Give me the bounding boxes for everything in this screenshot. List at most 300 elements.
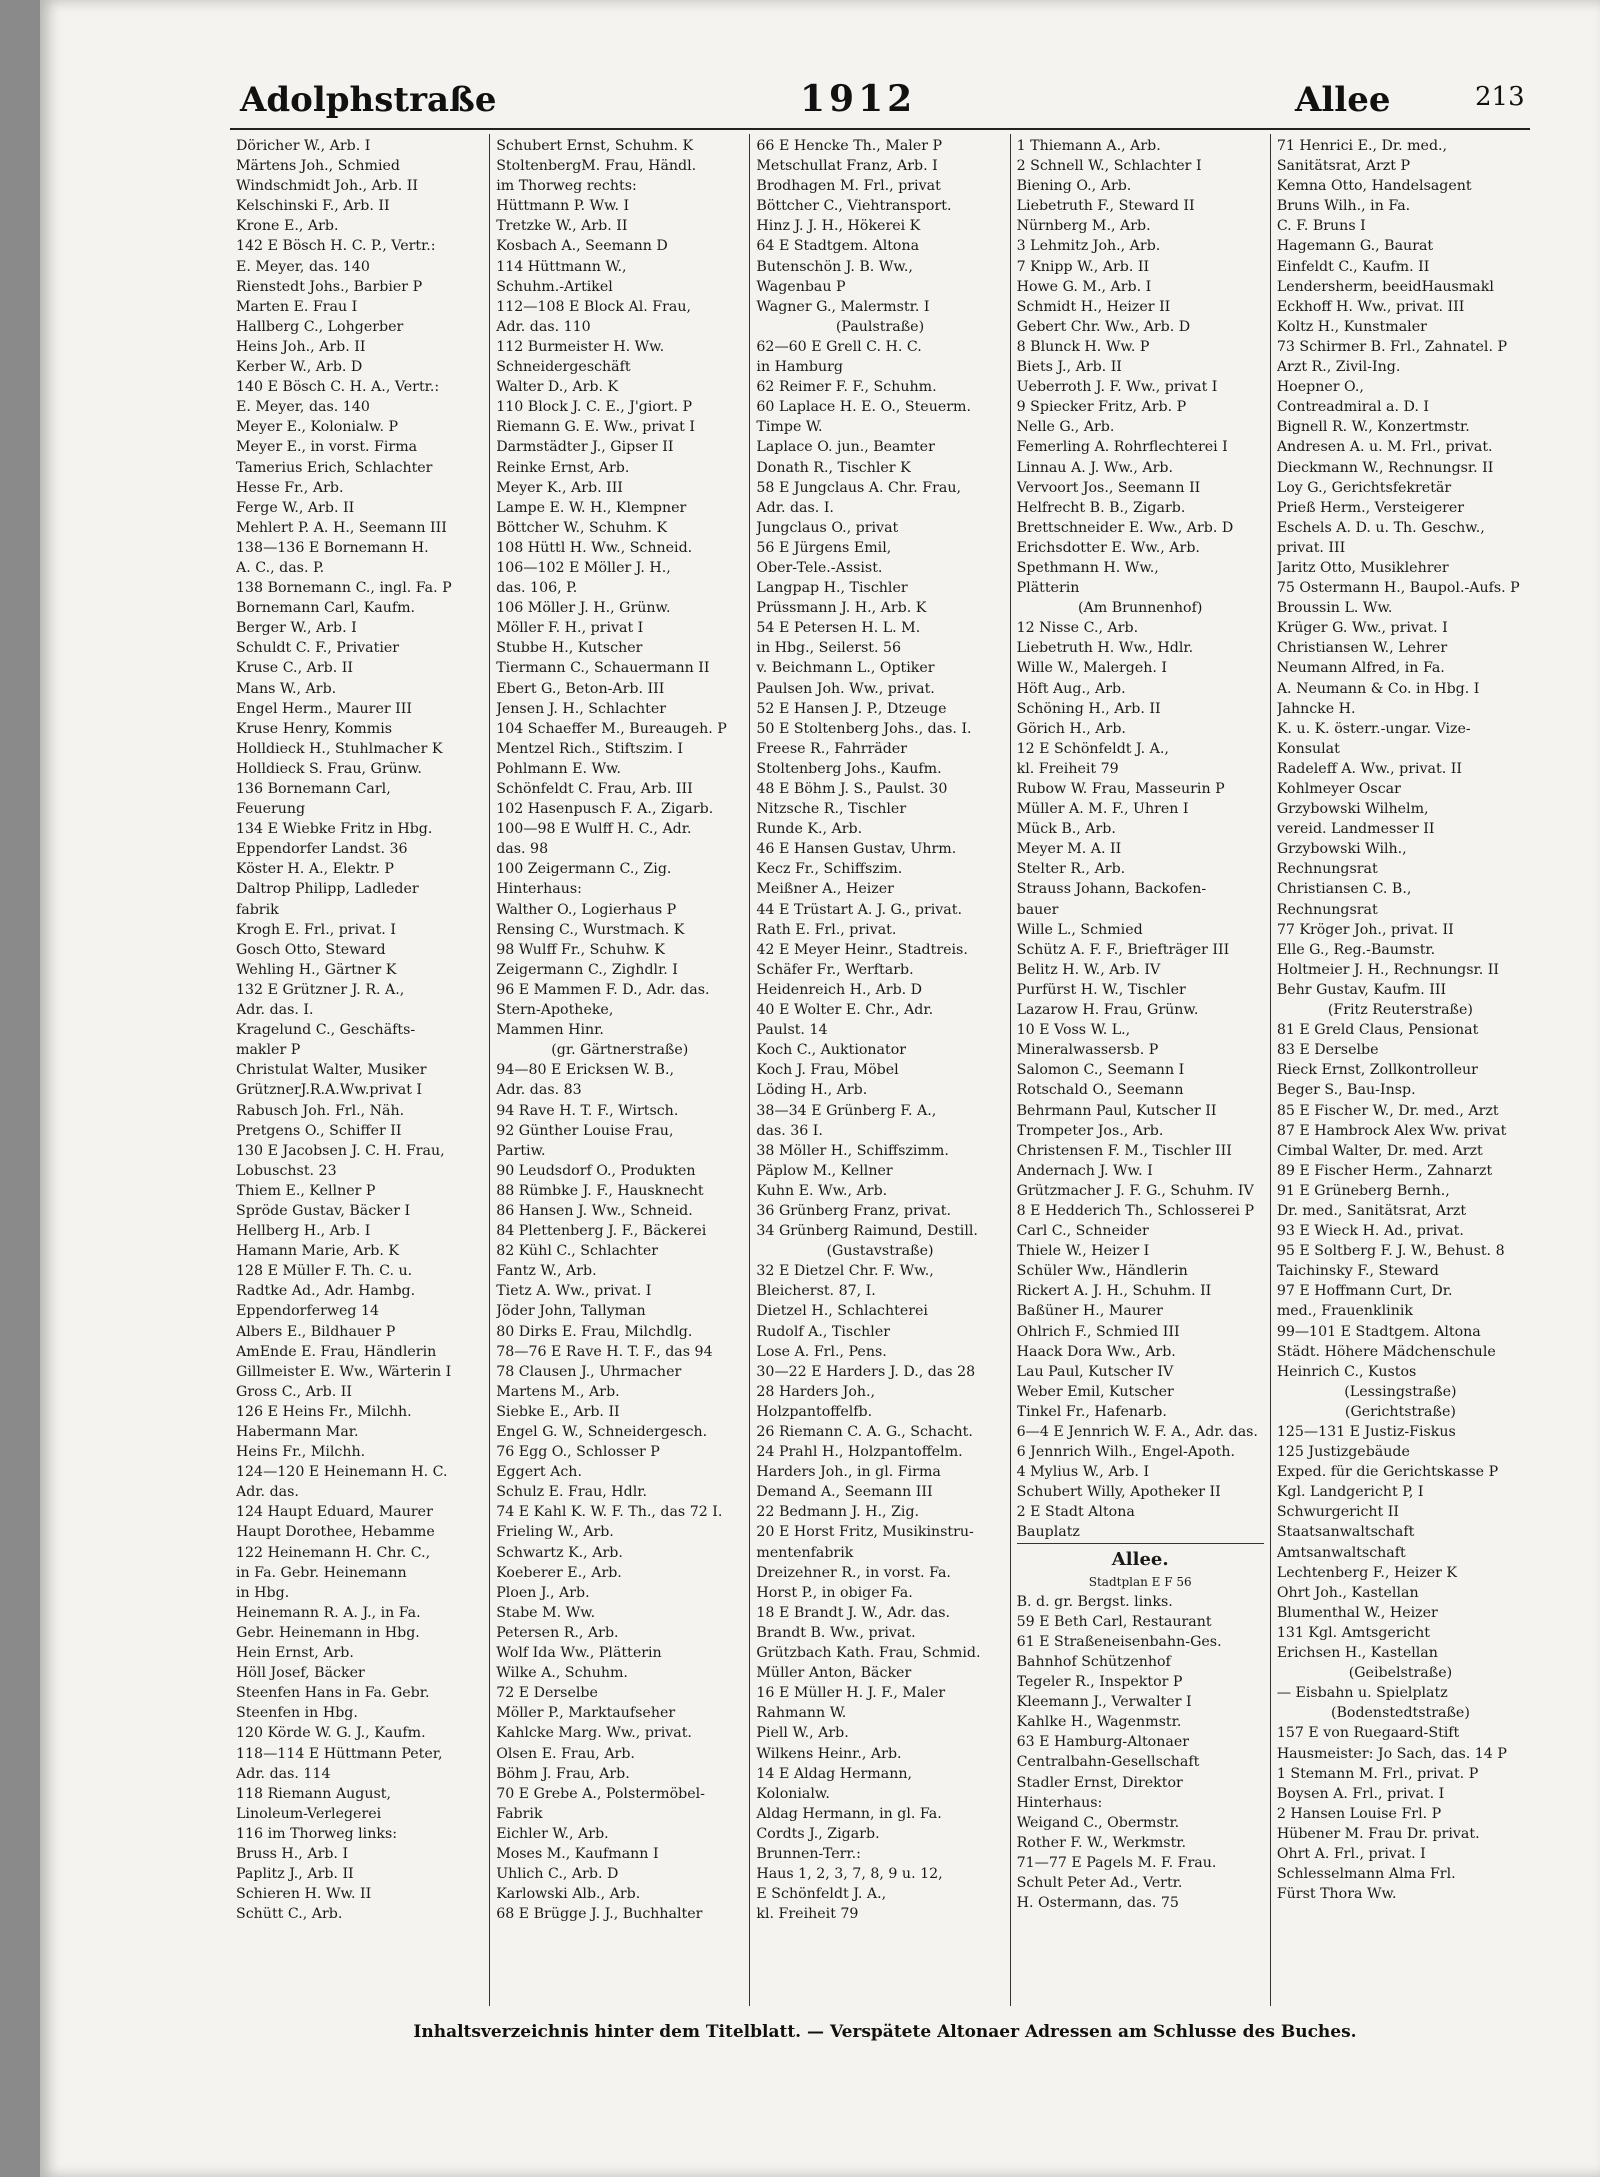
listing-line: 118 Riemann August, [236, 1785, 391, 1802]
listing-line: Rabusch Joh. Frl., Näh. [236, 1102, 405, 1119]
listing-line: Böttcher W., Schuhm. K [496, 519, 668, 536]
listing-line: Strauss Johann, Backofen- [1016, 881, 1207, 898]
listing-line: Stoltenberg Johs., Kaufm. [756, 760, 942, 777]
listing-line: 99—101 E Stadtgem. Altona [1276, 1323, 1481, 1340]
listing-line: Biening O., Arb. [1016, 178, 1132, 195]
header-street-left: Adolphstraße [240, 80, 497, 120]
listing-line: 46 E Hansen Gustav, Uhrm. [756, 841, 957, 858]
listing-line: Salomon C., Seemann I [1016, 1062, 1185, 1079]
listing-line: kl. Freiheit 79 [756, 1906, 859, 1923]
listing-line: Grützbach Kath. Frau, Schmid. [756, 1645, 981, 1662]
listing-line: Windschmidt Joh., Arb. II [236, 178, 418, 195]
listing-line: 66 E Hencke Th., Maler P [756, 138, 943, 154]
listing-line: Christiansen W., Lehrer [1276, 640, 1448, 657]
listing-line: Kgl. Landgericht P, I [1276, 1484, 1424, 1501]
listing-line: Moses M., Kaufmann I [496, 1845, 659, 1862]
listing-line: Butenschön J. B. Ww., [756, 258, 913, 275]
listing-line: 140 E Bösch C. H. A., Vertr.: [236, 379, 440, 396]
listing-line: 2 Hansen Louise Frl. P [1276, 1805, 1442, 1822]
listing-line: 74 E Kahl K. W. F. Th., das 72 I. [496, 1504, 723, 1521]
listing-line: Heidenreich H., Arb. D [756, 981, 923, 998]
listing-line: 2 Schnell W., Schlachter I [1016, 158, 1202, 175]
listing-line: fabrik [236, 901, 279, 918]
page-header [240, 78, 1525, 140]
listing-line: 102 Hasenpusch F. A., Zigarb. [496, 801, 714, 818]
listing-line: Demand A., Seemann III [756, 1484, 933, 1501]
header-year: 1912 [800, 78, 917, 120]
listing-line: das. 36 I. [756, 1122, 823, 1139]
listing-line: 38 Möller H., Schiffszimm. [756, 1142, 949, 1159]
listing-line: 64 E Stadtgem. Altona [756, 238, 920, 255]
listing-line: Brunnen-Terr.: [756, 1845, 861, 1862]
listing-line: Stabe M. Ww. [496, 1604, 596, 1621]
listing-line: Weigand C., Obermstr. [1016, 1814, 1180, 1831]
listing-line: Dieckmann W., Rechnungsr. II [1276, 459, 1494, 476]
listing-line: Berger W., Arb. I [236, 620, 357, 637]
listing-line: Steenfen in Hbg. [236, 1705, 358, 1722]
listing-line: Bruns Wilh., in Fa. [1276, 198, 1411, 215]
listing-line: Brandt B. Ww., privat. [756, 1624, 916, 1641]
listing-line: Ohrt Joh., Kastellan [1276, 1584, 1419, 1601]
listing-line: Runde K., Arb. [756, 821, 863, 838]
listing-line: Loy G., Gerichtsfekretär [1276, 479, 1452, 496]
listing-line: 6—4 E Jennrich W. F. A., Adr. das. [1016, 1424, 1258, 1440]
listing-line: 28 Harders Joh., [756, 1383, 876, 1400]
listing-line: 100—98 E Wulff H. C., Adr. [496, 821, 692, 838]
listing-line: Allee. [1111, 1548, 1169, 1570]
listing-line: Schubert Ernst, Schuhm. K [496, 138, 694, 154]
listing-line: 88 Rümbke J. F., Hausknecht [496, 1182, 704, 1199]
listing-line: in Hamburg [756, 359, 843, 376]
listing-line: Neumann Alfred, in Fa. [1276, 660, 1445, 677]
listing-line: 9 Spiecker Fritz, Arb. P [1016, 399, 1187, 416]
listing-line: Rechnungsrat [1276, 901, 1378, 918]
listing-line: vereid. Landmesser II [1276, 821, 1435, 838]
listing-line: Radtke Ad., Adr. Hambg. [236, 1283, 416, 1300]
listing-line: Meyer K., Arb. III [496, 479, 623, 496]
listing-line: Wille W., Malergeh. I [1016, 660, 1168, 677]
listing-line: Lau Paul, Kutscher IV [1016, 1363, 1174, 1380]
listing-line: in Hbg., Seilerst. 56 [756, 640, 902, 657]
listing-line: Holzpantoffelfb. [756, 1403, 873, 1420]
listing-line: Tinkel Fr., Hafenarb. [1016, 1403, 1167, 1420]
listing-line: Gosch Otto, Steward [236, 941, 386, 958]
listing-line: 63 E Hamburg-Altonaer [1016, 1734, 1189, 1751]
listing-line: Wehling H., Gärtner K [236, 961, 397, 978]
listing-line: Märtens Joh., Schmied [236, 158, 400, 175]
listing-line: 22 Bedmann J. H., Zig. [756, 1504, 920, 1521]
listing-line: Gebr. Heinemann in Hbg. [236, 1624, 420, 1641]
listing-line: 58 E Jungclaus A. Chr. Frau, [756, 479, 961, 496]
listing-line: Belitz H. W., Arb. IV [1016, 961, 1161, 978]
header-street-right: Allee [1295, 80, 1391, 120]
listing-line: 114 Hüttmann W., [496, 258, 627, 275]
listing-line: Jahncke H. [1276, 700, 1356, 717]
listing-line: Zeigermann C., Zighdlr. I [496, 961, 678, 978]
listing-line: Donath R., Tischler K [756, 459, 911, 476]
listing-line: H. Ostermann, das. 75 [1016, 1895, 1179, 1912]
listing-line: 120 Körde W. G. J., Kaufm. [236, 1725, 426, 1742]
listing-line: 40 E Wolter E. Chr., Adr. [756, 1002, 934, 1019]
listing-line: Habermann Mar. [236, 1424, 359, 1440]
listing-line: Lampe E. W. H., Klempner [496, 499, 687, 516]
listing-line: Holldieck H., Stuhlmacher K [236, 740, 443, 757]
listing-line: 106 Möller J. H., Grünw. [496, 600, 671, 617]
listing-line: Rienstedt Johs., Barbier P [236, 278, 423, 295]
listing-line: Schöning H., Arb. II [1016, 700, 1161, 717]
listing-line: Möller P., Marktaufseher [496, 1705, 676, 1722]
listing-line: Schwartz K., Arb. [496, 1544, 623, 1561]
listing-line: Walther O., Logierhaus P [496, 901, 677, 918]
listing-line: Helfrecht B. B., Zigarb. [1016, 499, 1186, 516]
listing-line: Haack Dora Ww., Arb. [1016, 1343, 1176, 1360]
listing-line: Dr. med., Sanitätsrat, Arzt [1276, 1202, 1467, 1219]
listing-line: 30—22 E Harders J. D., das 28 [756, 1363, 976, 1380]
listing-line: Eggert Ach. [496, 1464, 582, 1481]
listing-line: 118—114 E Hüttmann Peter, [236, 1745, 443, 1762]
listing-line: 134 E Wiebke Fritz in Hbg. [236, 821, 433, 838]
listing-line: Thiem E., Kellner P [236, 1182, 376, 1199]
listing-line: Ober-Tele.-Assist. [756, 559, 883, 576]
listing-line: Hinterhaus: [1016, 1794, 1103, 1811]
listing-line: Andernach J. Ww. I [1016, 1162, 1153, 1179]
listing-line: Hellberg H., Arb. I [236, 1223, 371, 1240]
listing-line: Jaritz Otto, Musiklehrer [1276, 559, 1449, 576]
listing-line: Wagner G., Malermstr. I [756, 298, 930, 315]
listing-line: 110 Block J. C. E., J'giort. P [496, 399, 693, 416]
listing-line: C. F. Bruns I [1276, 218, 1366, 235]
listing-line: 94—80 E Ericksen W. B., [496, 1062, 674, 1079]
listing-line: 91 E Grüneberg Bernh., [1276, 1182, 1450, 1199]
listing-line: Kecz Fr., Schiffszim. [756, 861, 903, 878]
listing-line: Centralbahn-Gesellschaft [1016, 1754, 1200, 1771]
listing-line: Contreadmiral a. D. I [1276, 399, 1430, 416]
listing-line: Haus 1, 2, 3, 7, 8, 9 u. 12, [756, 1866, 943, 1883]
listing-line: Pohlmann E. Ww. [496, 760, 622, 777]
listing-line: Jensen J. H., Schlachter [496, 700, 667, 717]
listing-line: Meyer M. A. II [1016, 841, 1122, 858]
listing-line: 112 Burmeister H. Ww. [496, 338, 665, 355]
listing-line: StoltenbergM. Frau, Händl. [496, 158, 697, 175]
listing-line: Paulst. 14 [756, 1022, 828, 1039]
listing-line: Haupt Dorothee, Hebamme [236, 1524, 435, 1541]
listing-line: 142 E Bösch H. C. P., Vertr.: [236, 238, 436, 255]
listing-line: Mück B., Arb. [1016, 821, 1116, 838]
listing-line: Jungclaus O., privat [756, 519, 899, 536]
listing-line: Freese R., Fahrräder [756, 740, 907, 757]
listing-line: Siebke E., Arb. II [496, 1403, 620, 1420]
listing-line: Baßüner H., Maurer [1016, 1303, 1163, 1320]
listing-line: Ohlrich F., Schmied III [1016, 1323, 1180, 1340]
listing-line: Amtsanwaltschaft [1276, 1544, 1406, 1561]
listing-line: Schütz A. F. F., Briefträger III [1016, 941, 1230, 958]
listing-line: 50 E Stoltenberg Johs., das. I. [756, 720, 972, 737]
listing-line: Schneidergeschäft [496, 359, 631, 376]
listing-line: Horst P., in obiger Fa. [756, 1584, 913, 1601]
listing-line: 122 Heinemann H. Chr. C., [236, 1544, 431, 1561]
listing-line: Eichler W., Arb. [496, 1825, 609, 1842]
listing-line: Böhm J. Frau, Arb. [496, 1765, 630, 1782]
listing-line: 70 E Grebe A., Polstermöbel- [496, 1785, 705, 1802]
listing-line: Uhlich C., Arb. D [496, 1866, 619, 1883]
listing-line: Marten E. Frau I [236, 298, 358, 315]
listing-line: 126 E Heins Fr., Milchh. [236, 1403, 412, 1420]
listing-line: Kruse C., Arb. II [236, 660, 353, 677]
listing-line: 138 Bornemann C., ingl. Fa. P [236, 580, 452, 597]
listing-line: Reinke Ernst, Arb. [496, 459, 630, 476]
listing-line: 97 E Hoffmann Curt, Dr. [1276, 1283, 1453, 1300]
listing-line: Ploen J., Arb. [496, 1584, 590, 1601]
listing-line: Wilkens Heinr., Arb. [756, 1745, 902, 1762]
listing-line: 8 Blunck H. Ww. P [1016, 338, 1150, 355]
listing-line: Cordts J., Zigarb. [756, 1825, 880, 1842]
listing-line: Krone E., Arb. [236, 218, 339, 235]
listing-line: (Geibelstraße) [1348, 1665, 1453, 1682]
column-1 [230, 134, 490, 2006]
listing-line: Metschullat Franz, Arb. I [756, 158, 938, 175]
listing-line: Daltrop Philipp, Ladleder [236, 881, 419, 898]
listing-line: Päplow M., Kellner [756, 1162, 893, 1179]
listing-line: Konsulat [1276, 740, 1340, 757]
listing-line: Elle G., Reg.-Baumstr. [1276, 941, 1436, 958]
listing-line: Nelle G., Arb. [1016, 419, 1115, 436]
listing-line: Schönfeldt C. Frau, Arb. III [496, 781, 693, 797]
listing-line: Grzybowski Wilhelm, [1276, 801, 1429, 818]
listing-line: Lose A. Frl., Pens. [756, 1343, 887, 1360]
listing-line: 4 Mylius W., Arb. I [1016, 1464, 1150, 1481]
listing-line: Schieren H. Ww. II [236, 1886, 372, 1903]
listing-line: Liebetruth F., Steward II [1016, 198, 1195, 215]
listing-line: Bauplatz [1017, 1522, 1264, 1543]
listing-line: Schwurgericht II [1276, 1504, 1399, 1521]
listing-line: 72 E Derselbe [496, 1685, 598, 1702]
listing-line: 3 Lehmitz Joh., Arb. [1016, 238, 1161, 255]
listing-line: Rubow W. Frau, Masseurin P [1016, 781, 1225, 797]
listing-line: Piell W., Arb. [756, 1725, 849, 1742]
listing-line: Schubert Willy, Apotheker II [1016, 1484, 1221, 1501]
listing-line: Holtmeier J. H., Rechnungsr. II [1276, 961, 1499, 978]
listing-line: 128 E Müller F. Th. C. u. [236, 1263, 413, 1280]
listing-line: Feuerung [236, 801, 306, 818]
listing-line: Kahlcke Marg. Ww., privat. [496, 1725, 692, 1742]
listing-line: Linnau A. J. Ww., Arb. [1016, 459, 1174, 476]
listing-line: Sanitätsrat, Arzt P [1276, 158, 1411, 175]
listing-line: Hein Ernst, Arb. [236, 1645, 354, 1662]
listing-line: 78 Clausen J., Uhrmacher [496, 1363, 682, 1380]
listing-line: 14 E Aldag Hermann, [756, 1765, 912, 1782]
listing-line: Frieling W., Arb. [496, 1524, 614, 1541]
listing-line: Wolf Ida Ww., Plätterin [496, 1645, 662, 1662]
listing-line: Nitzsche R., Tischler [756, 801, 907, 818]
column-5 [1271, 134, 1530, 2006]
listing-line: Petersen R., Arb. [496, 1624, 619, 1641]
listing-line: Jöder John, Tallyman [496, 1303, 646, 1320]
listing-line: Mineralwassersb. P [1016, 1042, 1159, 1059]
listing-line: kl. Freiheit 79 [1016, 760, 1119, 777]
header-rule [230, 128, 1530, 130]
listing-line: Biets J., Arb. II [1016, 359, 1122, 376]
listing-line: Boysen A. Frl., privat. I [1276, 1785, 1445, 1802]
listing-line: Rieck Ernst, Zollkontrolleur [1276, 1062, 1478, 1079]
footer-note: Inhaltsverzeichnis hinter dem Titelblatt. — Verspätete Altonaer Adressen am Schlusse des Buches. [413, 2022, 1357, 2042]
listing-line: in Hbg. [236, 1584, 290, 1601]
listing-line: Rudolf A., Tischler [756, 1323, 891, 1340]
listing-line: 42 E Meyer Heinr., Stadtreis. [756, 941, 968, 958]
listing-line: 36 Grünberg Franz, privat. [756, 1202, 952, 1219]
listing-line: Kelschinski F., Arb. II [236, 198, 390, 215]
listing-line: 2 E Stadt Altona [1016, 1504, 1135, 1521]
listing-line: Linoleum-Verlegerei [236, 1805, 382, 1822]
listing-line: Meyer E., Kolonialw. P [236, 419, 399, 436]
listing-line: Stadtplan E F 56 [1088, 1574, 1192, 1589]
listing-line: Pretgens O., Schiffer II [236, 1122, 402, 1139]
listing-line: 61 E Straßeneisenbahn-Ges. [1016, 1633, 1222, 1650]
listing-line: Schuldt C. F., Privatier [236, 640, 400, 657]
listing-line: Höll Josef, Bäcker [236, 1665, 365, 1682]
listing-line: 136 Bornemann Carl, [236, 781, 391, 797]
listing-line: 80 Dirks E. Frau, Milchdlg. [496, 1323, 693, 1340]
listing-line: Schmidt H., Heizer II [1016, 298, 1171, 315]
listing-line: Heins Fr., Milchh. [236, 1444, 366, 1461]
listing-line: das. 106, P. [496, 580, 578, 597]
listing-line: Müller Anton, Bäcker [756, 1665, 912, 1682]
listing-line: 92 Günther Louise Frau, [496, 1122, 674, 1139]
listing-line: Ebert G., Beton-Arb. III [496, 680, 665, 697]
listing-line: Vervoort Jos., Seemann II [1016, 479, 1201, 496]
listing-line: Grützmacher J. F. G., Schuhm. IV [1016, 1182, 1254, 1199]
listing-line: Rother F. W., Werkmstr. [1016, 1834, 1187, 1851]
listing-line: Mans W., Arb. [236, 680, 337, 697]
listing-line: Heinrich C., Kustos [1276, 1363, 1417, 1380]
listing-line: 34 Grünberg Raimund, Destill. [756, 1223, 978, 1240]
listing-line: Engel Herm., Maurer III [236, 700, 412, 717]
listing-line: (Lessingstraße) [1344, 1383, 1457, 1400]
listing-line: 77 Kröger Joh., privat. II [1276, 921, 1454, 938]
listing-line: Köster H. A., Elektr. P [236, 861, 394, 878]
listing-line: A. Neumann & Co. in Hbg. I [1276, 680, 1480, 697]
listing-line: Wilke A., Schuhm. [496, 1665, 628, 1682]
listing-line: Schult Peter Ad., Vertr. [1016, 1874, 1183, 1891]
listing-line: Adr. das. I. [756, 499, 834, 516]
listing-line: Mentzel Rich., Stiftszim. I [496, 740, 683, 757]
listing-line: AmEnde E. Frau, Händlerin [236, 1343, 437, 1360]
listing-line: Löding H., Arb. [756, 1082, 868, 1099]
listing-line: Rechnungsrat [1276, 861, 1378, 878]
listing-line: v. Beichmann L., Optiker [756, 660, 935, 677]
listing-line: Kleemann J., Verwalter I [1016, 1694, 1192, 1711]
listing-line: 98 Wulff Fr., Schuhw. K [496, 941, 665, 958]
listing-line: 78—76 E Rave H. T. F., das 94 [496, 1343, 713, 1360]
listing-line: Hoepner O., [1276, 379, 1364, 396]
listing-line: Martens M., Arb. [496, 1383, 620, 1400]
listing-line: in Fa. Gebr. Heinemann [236, 1564, 407, 1581]
directory-page [40, 0, 1600, 2177]
listing-line: 86 Hansen J. Ww., Schneid. [496, 1202, 693, 1219]
listing-line: 76 Egg O., Schlosser P [496, 1444, 660, 1461]
listing-line: Femerling A. Rohrflechterei I [1016, 439, 1228, 456]
listing-line: 71 Henrici E., Dr. med., [1276, 138, 1448, 154]
listing-line: Darmstädter J., Gipser II [496, 439, 674, 456]
listing-line: Rotschald O., Seemann [1016, 1082, 1184, 1099]
listing-line: Hausmeister: Jo Sach, das. 14 P [1276, 1745, 1507, 1762]
listing-line: Staatsanwaltschaft [1276, 1524, 1415, 1541]
listing-line: Kragelund C., Geschäfts- [236, 1022, 416, 1039]
listing-line: 157 E von Ruegaard-Stift [1276, 1725, 1460, 1742]
listing-line: Prüssmann J. H., Arb. K [756, 600, 927, 617]
listing-line: Spröde Gustav, Bäcker I [236, 1202, 411, 1219]
listing-line: 60 Laplace H. E. O., Steuerm. [756, 399, 971, 416]
listing-line: Timpe W. [756, 419, 823, 436]
listing-line: Steenfen Hans in Fa. Gebr. [236, 1685, 430, 1702]
listing-line: med., Frauenklinik [1276, 1303, 1413, 1320]
listing-line: 125—131 E Justiz-Fiskus [1276, 1424, 1456, 1440]
listing-line: Koch J. Frau, Möbel [756, 1062, 899, 1079]
listing-line: Fabrik [496, 1805, 543, 1822]
listing-line: 90 Leudsdorf O., Produkten [496, 1162, 696, 1179]
listing-line: Kohlmeyer Oscar [1276, 781, 1401, 797]
listing-line: Gross C., Arb. II [236, 1383, 352, 1400]
listing-line: Schäfer Fr., Werftarb. [756, 961, 914, 978]
listing-line: Blumenthal W., Heizer [1276, 1604, 1438, 1621]
listing-line: (Bodenstedtstraße) [1330, 1705, 1470, 1722]
listing-line: Grzybowski Wilh., [1276, 841, 1407, 858]
listing-line: privat. III [1276, 539, 1346, 556]
listing-line: Karlowski Alb., Arb. [496, 1886, 641, 1903]
listing-line: Kolonialw. [756, 1785, 830, 1802]
listing-line: Wille L., Schmied [1016, 921, 1143, 938]
listing-line: 104 Schaeffer M., Bureaugeh. P [496, 720, 727, 737]
listing-line: Tiermann C., Schauermann II [496, 660, 710, 677]
listing-line: 116 im Thorweg links: [236, 1825, 398, 1842]
listing-line: Brodhagen M. Frl., privat [756, 178, 941, 195]
listing-line: 1 Thiemann A., Arb. [1016, 138, 1161, 154]
listing-line: Nürnberg M., Arb. [1016, 218, 1151, 235]
listing-line: Hinterhaus: [496, 881, 582, 898]
listing-line: Gillmeister E. Ww., Wärterin I [236, 1363, 452, 1380]
listing-line: 130 E Jacobsen J. C. H. Frau, [236, 1142, 445, 1159]
listing-line: Adr. das. 114 [236, 1765, 331, 1782]
listing-line: Eschels A. D. u. Th. Geschw., [1276, 519, 1485, 536]
listing-line: E Schönfeldt J. A., [756, 1886, 887, 1903]
listing-line: Kemna Otto, Handelsagent [1276, 178, 1472, 195]
listing-line: Schüler Ww., Händlerin [1016, 1263, 1188, 1280]
listing-line: Bruss H., Arb. I [236, 1845, 349, 1862]
listing-line: Albers E., Bildhauer P [236, 1323, 396, 1340]
listing-line: — Eisbahn u. Spielplatz [1276, 1685, 1448, 1702]
listing-line: Exped. für die Gerichtskasse P [1276, 1464, 1499, 1481]
column-3 [750, 134, 1010, 2006]
listing-line: Christensen F. M., Tischler III [1016, 1142, 1232, 1159]
listing-line: Rahmann W. [756, 1705, 847, 1722]
listing-line: Weber Emil, Kutscher [1016, 1383, 1174, 1400]
listing-line: Schütt C., Arb. [236, 1906, 343, 1923]
listing-line: Ueberroth J. F. Ww., privat I [1016, 379, 1218, 396]
listing-line: 73 Schirmer B. Frl., Zahnatel. P [1276, 338, 1508, 355]
listing-line: 93 E Wieck H. Ad., privat. [1276, 1223, 1464, 1240]
listing-line: Hübener M. Frau Dr. privat. [1276, 1825, 1480, 1842]
listing-line: Einfeldt C., Kaufm. II [1276, 258, 1430, 275]
listing-line: 32 E Dietzel Chr. F. Ww., [756, 1263, 934, 1280]
listing-line: Stelter R., Arb. [1016, 861, 1126, 878]
listing-line: Böttcher C., Viehtransport. [756, 198, 952, 215]
listing-line: im Thorweg rechts: [496, 178, 637, 195]
listing-line: 24 Prahl H., Holzpantoffelm. [756, 1444, 963, 1461]
listing-line: 12 Nisse C., Arb. [1016, 620, 1139, 637]
listing-line: Lazarow H. Frau, Grünw. [1016, 1002, 1199, 1019]
listing-line: Lendersherm, beeidHausmakl [1276, 278, 1494, 295]
listing-line: Meißner A., Heizer [756, 881, 894, 898]
listing-line: 132 E Grützner J. R. A., [236, 981, 405, 998]
